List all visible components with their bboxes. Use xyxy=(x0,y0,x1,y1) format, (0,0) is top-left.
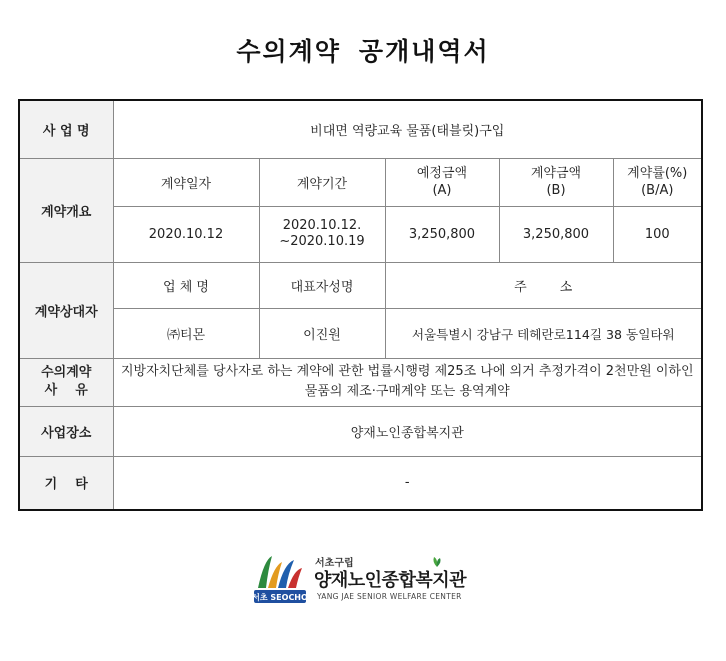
project-name-value: 비대면 역량교육 물품(태블릿)구입 xyxy=(113,100,702,158)
row-reason xyxy=(19,358,702,406)
project-name-label: 사 업 명 xyxy=(19,100,113,158)
row-etc xyxy=(19,456,702,510)
reason-text: 지방자치단체를 당사자로 하는 계약에 관한 법률시행령 제25조 나에 의거 추정가격이 2천만원 이하인 물품의 제조·구매계약 또는 용역계약 xyxy=(113,358,702,406)
contract-table xyxy=(18,99,703,511)
header-estimated-amount: 예정금액 (A) xyxy=(385,158,499,206)
company-address: 서울특별시 강남구 테헤란로114길 38 동일타워 xyxy=(385,308,702,358)
location-value: 양재노인종합복지관 xyxy=(113,406,702,456)
contract-period-start: 2020.10.12. xyxy=(282,218,362,233)
header-representative: 대표자성명 xyxy=(259,262,385,308)
title-part2: 공개내역서 xyxy=(358,37,490,66)
center-logo xyxy=(248,552,478,606)
estimated-amount: 3,250,800 xyxy=(385,206,499,262)
contract-period xyxy=(259,206,385,262)
leaf-icon xyxy=(430,556,444,568)
logo-small-text: 서초구립 xyxy=(315,558,354,569)
seocho-emblem-icon xyxy=(248,552,312,606)
header-address: 주 소 xyxy=(385,262,702,308)
row-location xyxy=(19,406,702,456)
header-contract-rate: 계약률(%) (B/A) xyxy=(613,158,702,206)
row-counterpart-headers xyxy=(19,262,702,308)
header-contract-amount: 계약금액 (B) xyxy=(499,158,613,206)
row-overview-values xyxy=(19,206,702,262)
document-title xyxy=(0,32,726,68)
etc-label: 기 타 xyxy=(19,456,113,510)
header-company: 업 체 명 xyxy=(113,262,259,308)
header-contract-date: 계약일자 xyxy=(113,158,259,206)
logo-name: 양재노인종합복지관 xyxy=(314,570,466,591)
contract-date: 2020.10.12 xyxy=(113,206,259,262)
contract-period-end: ~2020.10.19 xyxy=(279,234,365,249)
row-overview-headers xyxy=(19,158,702,206)
title-part1: 수의계약 xyxy=(236,37,341,66)
emblem-badge-text: 서초 SEOCHO xyxy=(252,593,308,602)
representative-name: 이진원 xyxy=(259,308,385,358)
row-counterpart-values xyxy=(19,308,702,358)
logo-english-text: YANG JAE SENIOR WELFARE CENTER xyxy=(317,592,462,601)
reason-label xyxy=(19,358,113,406)
contract-rate: 100 xyxy=(613,206,702,262)
location-label: 사업장소 xyxy=(19,406,113,456)
overview-label: 계약개요 xyxy=(19,158,113,262)
header-contract-period: 계약기간 xyxy=(259,158,385,206)
contract-amount: 3,250,800 xyxy=(499,206,613,262)
etc-value: - xyxy=(113,456,702,510)
row-project-name xyxy=(19,100,702,158)
counterpart-label: 계약상대자 xyxy=(19,262,113,358)
reason-label-line1: 수의계약 xyxy=(41,365,92,380)
company-name: ㈜티몬 xyxy=(113,308,259,358)
reason-label-line2: 사 유 xyxy=(44,383,88,398)
